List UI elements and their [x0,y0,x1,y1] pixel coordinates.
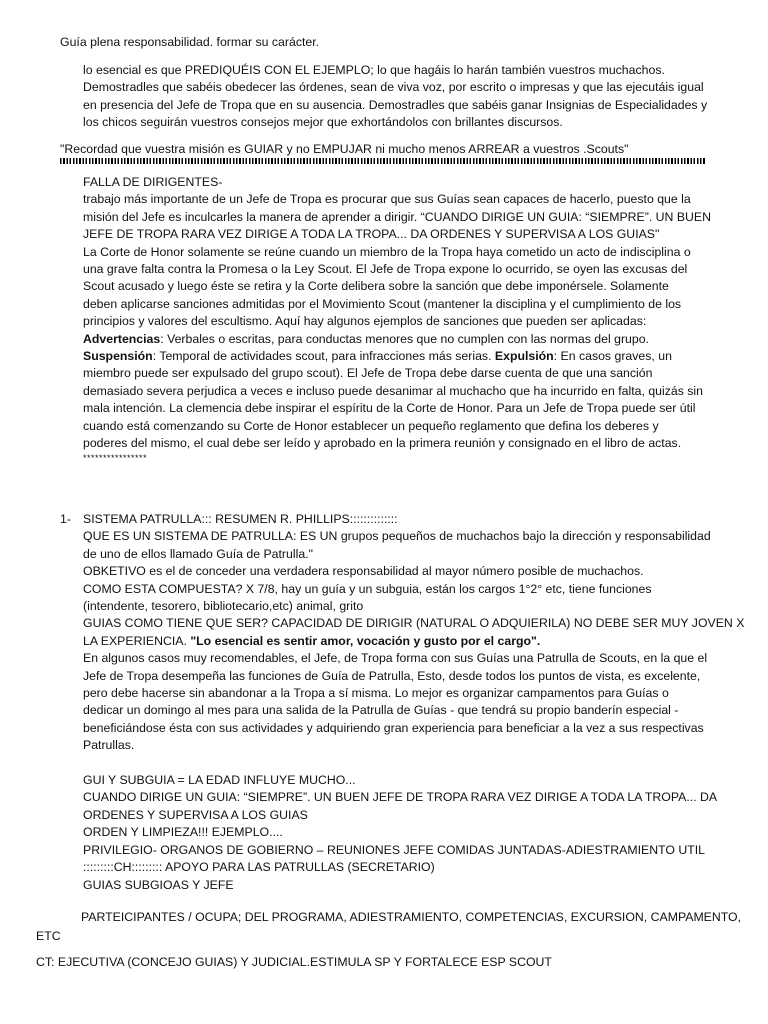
suspension-text: : Temporal de actividades scout, para infracciones más serias. [152,349,495,364]
text-line: poderes del mismo, el cual debe ser leído y aprobado en la primera reunión y consignado en el libro de actas. [83,436,682,451]
advertencias-text: : Verbales o escritas, para conductas menores que no cumplen con las normas del grupo. [160,331,649,346]
expulsion-label: Expulsión [494,349,554,364]
section-heading: SISTEMA PATRULLA::: RESUMEN R. PHILLIPS:::::::::::::: [83,512,398,526]
sanction-line [83,331,711,348]
text-line: En algunos casos muy recomendables, el Jefe, de Tropa forma con sus Guías una Patrulla de Scouts, en la que el [83,651,708,666]
experience-text: LA EXPERIENCIA. [83,633,191,648]
text-line: lo esencial es que PREDIQUÉIS CON EL EJEMPLO; lo que hagáis lo harán también vuestros muchachos. [83,63,665,77]
suspension-label: Suspensión [83,349,153,364]
text-line: los chicos seguirán vuestros consejos mejor que exhortándolos con brillantes discursos. [83,115,563,130]
stars-separator: **************** [83,452,148,463]
text-line: GUIAS SUBGIOAS Y JEFE [83,877,234,892]
advertencias-label: Advertencias [83,331,161,346]
text-line: ORDEN Y LIMPIEZA!!! EJEMPLO.... [83,825,283,840]
text-line: :::::::::CH::::::::: APOYO PARA LAS PATRULLAS (SECRETARIO) [83,860,435,875]
text-line: de uno de ellos llamado Guía de Patrulla." [83,546,313,561]
text-line: CUANDO DIRIGE UN GUIA: “SIEMPRE”. UN BUEN JEFE DE TROPA RARA VEZ DIRIGE A TODA LA TROPA... DA [83,790,718,805]
text-line: beneficiándose ésta con sus actividades y adquiriendo gran experiencia para beneficiar a la vez a sus respectivas [83,720,704,735]
text-line: Jefe de Tropa desempeña las funciones de Guía de Patrulla, Esto, desde todos los puntos de vista, es excelente, [83,668,701,683]
etc-line: ETC [36,929,61,943]
expulsion-text: : En casos graves, un [553,349,672,364]
text-line: GUIAS COMO TIENE QUE SER? CAPACIDAD DE DIRIGIR (NATURAL O ADQUIERILA) NO DEBE SER MUY JOVEN X [83,616,745,631]
text-line: una grave falta contra la Promesa o la Ley Scout. El Jefe de Tropa expone lo ocurrido, se oyen las excusas del [83,262,688,277]
text-line: dedicar un domingo al mes para una salida de la Patrulla de Guías - que tendrá su propio banderín especial - [83,703,679,718]
falla-section [83,174,711,463]
intro-paragraph [83,62,707,132]
text-line: OBKETIVO es el de conceder una verdadera responsabilidad al mayor número posible de muchachos. [83,564,644,579]
text-line: Patrullas. [83,738,135,753]
text-line: (intendente, tesorero, bibliotecario,etc) animal, grito [83,599,364,614]
sanction-line [83,348,711,365]
experience-quote: "Lo esencial es sentir amor, vocación y gusto por el cargo". [190,633,541,648]
text-line: misión del Jefe es inculcarles la manera de aprender a dirigir. “CUANDO DIRIGE UN GUIA: “SIEMPRE”. UN BUEN [83,209,712,224]
text-line: mala intención. La clemencia debe inspirar el espíritu de la Corte de Honor. Para un Jefe de Tropa puede ser útil [83,401,696,416]
text-line: PRIVILEGIO- ORGANOS DE GOBIERNO – REUNIONES JEFE COMIDAS JUNTADAS-ADIESTRAMIENTO UTIL [83,842,705,857]
ct-line: CT: EJECUTIVA (CONCEJO GUIAS) Y JUDICIAL.ESTIMULA SP Y FORTALECE ESP SCOUT [36,955,552,969]
list-number: 1- [60,512,71,526]
text-line: GUI Y SUBGUIA = LA EDAD INFLUYE MUCHO... [83,773,356,788]
text-line: QUE ES UN SISTEMA DE PATRULLA: ES UN grupos pequeños de muchachos bajo la dirección y responsabilidad [83,529,711,544]
text-line: demasiado severa perjudica a veces e incluso puede desanimar al muchacho que ha incurrido en falta, quizás sin [83,383,703,398]
text-line: deben aplicarse sanciones admitidas por el Movimiento Scout (mantener la disciplina y el cumplimiento de los [83,296,682,311]
text-line: COMO ESTA COMPUESTA? X 7/8, hay un guía y un subguia, están los cargos 1°2° etc, tiene funciones [83,581,652,596]
text-line: principios y valores del escultismo. Aquí hay algunos ejemplos de sanciones que pueden ser aplicadas: [83,314,647,329]
text-line: miembro puede ser expulsado del grupo scout). El Jefe de Tropa debe darse cuenta de que una sanción [83,366,653,381]
text-line: La Corte de Honor solamente se reúne cuando un miembro de la Tropa haya cometido un acto de indisciplina o [83,244,691,259]
intro-line: Guía plena responsabilidad. formar su carácter. [60,35,320,49]
dotted-divider [60,161,705,164]
text-line: cuando está comenzando su Corte de Honor establecer un pequeño reglamento que defina los deberes y [83,418,659,433]
text-line: pero debe hacerse sin abandonar a la Tropa a sí misma. Lo mejor es organizar campamentos para Guías o [83,686,669,701]
text-line: Demostradles que sabéis obedecer las órdenes, sean de viva voz, por escrito o impresas y que las ejecutáis igual [83,80,704,95]
section-heading: FALLA DE DIRIGENTES- [83,175,223,189]
sistema-section [83,511,744,894]
text-line: trabajo más importante de un Jefe de Tropa es procurar que sus Guías sean capaces de hacerlo, puesto que la [83,192,691,207]
text-line: ORDENES Y SUPERVISA A LOS GUIAS [83,807,308,822]
participantes-line: PARTEICIPANTES / OCUPA; DEL PROGRAMA, ADIESTRAMIENTO, COMPETENCIAS, EXCURSION, CAMPAMENTO, [81,910,742,924]
text-line: JEFE DE TROPA RARA VEZ DIRIGE A TODA LA TROPA... DA ORDENES Y SUPERVISA A LOS GUIAS" [83,227,660,242]
text-line [83,633,744,650]
mission-quote: "Recordad que vuestra misión es GUIAR y no EMPUJAR ni mucho menos ARREAR a vuestros .Scouts" [60,142,629,156]
text-line: en presencia del Jefe de Tropa que en su ausencia. Demostradles que sabéis ganar Insignias de Especialidades y [83,97,708,112]
text-line: Scout acusado y luego éste se retira y la Corte delibera sobre la sanción que debe imponérsele. Solamente [83,279,669,294]
